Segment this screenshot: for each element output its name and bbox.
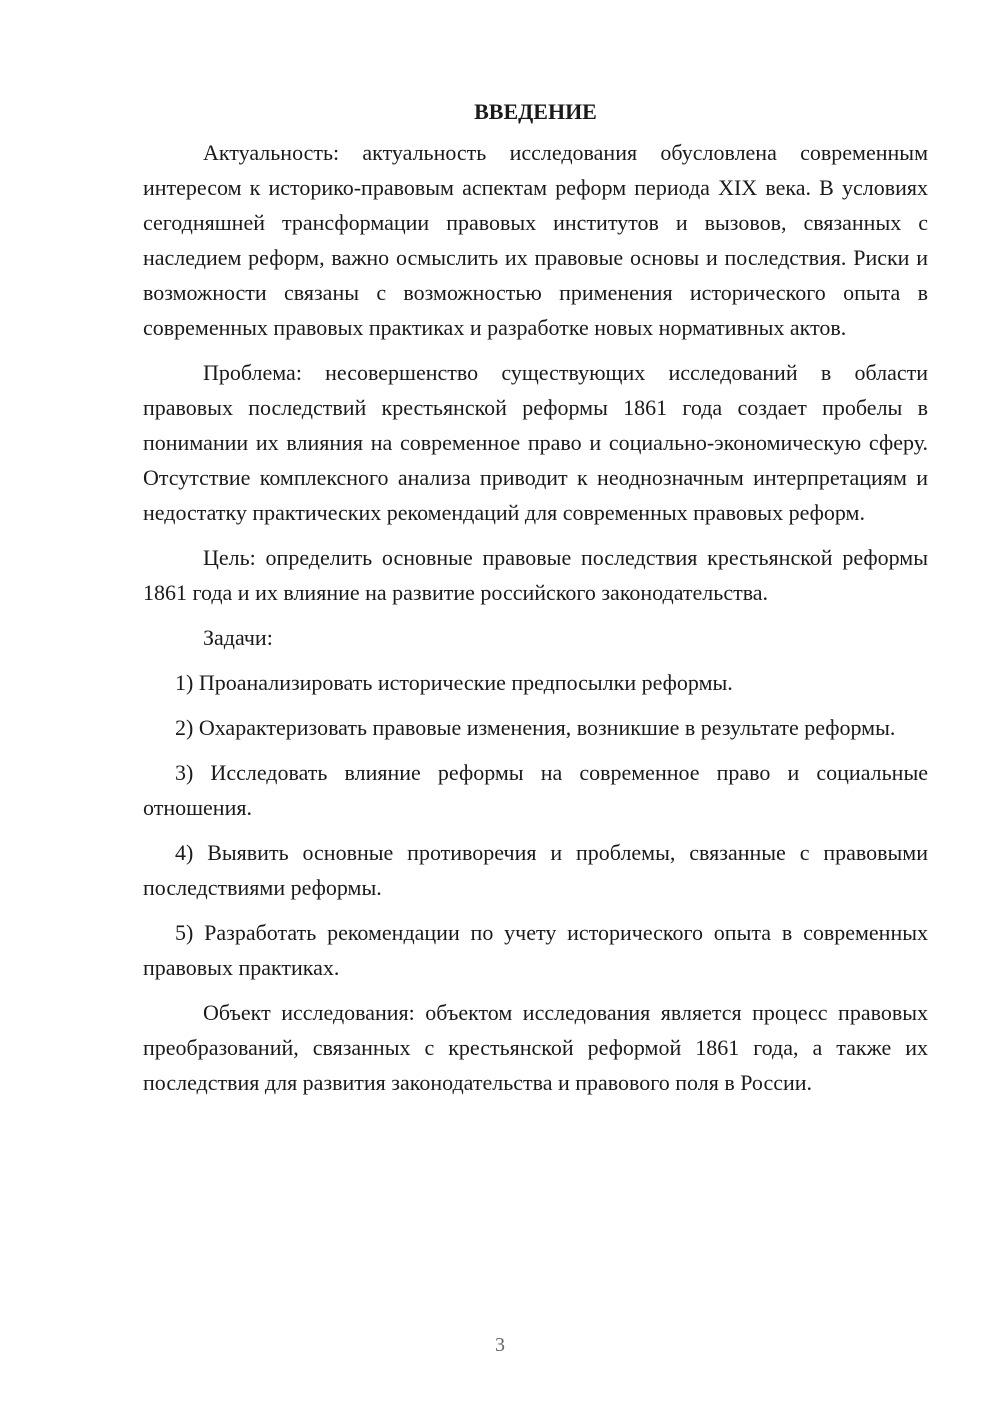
problem-paragraph: Проблема: несовершенство существующих исследований в области правовых последствий крестьянской реформы 1861 года создает пробелы в понимании их влияния на современное право и социально-экономическую сферу. Отсутствие комплексного анализа приводит к неоднозначным интерпретациям и недостатку практических рекомендаций для современных правовых реформ. xyxy=(143,360,928,525)
task-item-1: 1) Проанализировать исторические предпосылки реформы. xyxy=(175,670,733,695)
goal-paragraph: Цель: определить основные правовые последствия крестьянской реформы 1861 года и их влияние на развитие российского законодательства. xyxy=(143,545,928,605)
task-item-4: 4) Выявить основные противоречия и проблемы, связанные с правовыми последствиями реформы. xyxy=(143,840,928,900)
page-content xyxy=(143,95,928,1108)
page-number: 3 xyxy=(495,1334,505,1356)
task-item-3: 3) Исследовать влияние реформы на современное право и социальные отношения. xyxy=(143,760,928,820)
section-title: ВВЕДЕНИЕ xyxy=(474,99,597,124)
task-item-5: 5) Разработать рекомендации по учету исторического опыта в современных правовых практиках. xyxy=(143,920,928,980)
task-item-2: 2) Охарактеризовать правовые изменения, возникшие в результате реформы. xyxy=(175,715,896,740)
tasks-heading: Задачи: xyxy=(203,625,273,650)
object-paragraph: Объект исследования: объектом исследования является процесс правовых преобразований, связанных с крестьянской реформой 1861 года, а также их последствия для развития законодательства и правового поля в России. xyxy=(143,1000,928,1095)
relevance-paragraph: Актуальность: актуальность исследования обусловлена современным интересом к историко-правовым аспектам реформ периода XIX века. В условиях сегодняшней трансформации правовых институтов и вызовов, связанных с наследием реформ, важно осмыслить их правовые основы и последствия. Риски и возможности связаны с возможностью применения исторического опыта в современных правовых практиках и разработке новых нормативных актов. xyxy=(143,140,928,340)
